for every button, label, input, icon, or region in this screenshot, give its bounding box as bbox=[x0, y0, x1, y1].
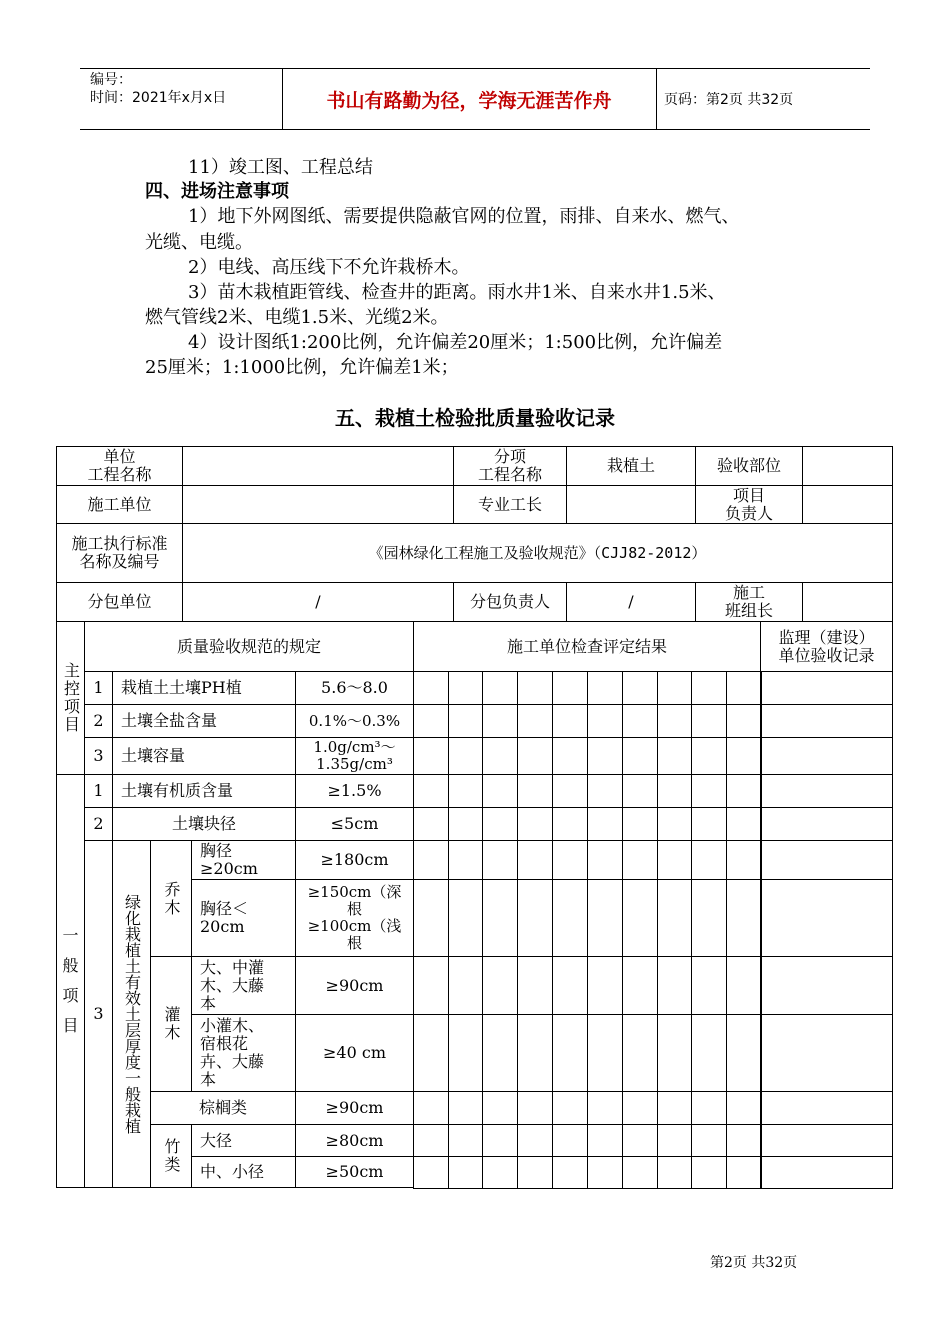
check-cell[interactable] bbox=[726, 1156, 762, 1189]
main-item-no: 2 bbox=[84, 704, 113, 738]
body-line: 光缆、电缆。 bbox=[145, 232, 253, 253]
main-control-label: 主控项目 bbox=[56, 621, 85, 775]
check-cell[interactable] bbox=[657, 879, 692, 957]
gen3-label: 绿化栽植土有效土层厚度一般栽植 bbox=[112, 840, 151, 1188]
check-cell[interactable] bbox=[587, 774, 623, 808]
body-line: 3）苗木栽植距管线、检查井的距离。雨水井1米、自来水井1.5米、 bbox=[188, 282, 726, 303]
supervisor-cell[interactable] bbox=[760, 671, 893, 705]
check-cell[interactable] bbox=[413, 1124, 449, 1157]
project-leader-label: 项目 负责人 bbox=[695, 485, 803, 524]
check-cell[interactable] bbox=[587, 1091, 623, 1125]
main-item-value: 1.0g/cm³～ 1.35g/cm³ bbox=[295, 737, 414, 775]
page-header bbox=[80, 68, 870, 130]
check-cell[interactable] bbox=[517, 1014, 553, 1092]
check-cell[interactable] bbox=[517, 704, 553, 738]
check-cell[interactable] bbox=[448, 879, 483, 957]
tree-row-name: 胸径 ≥20cm bbox=[191, 840, 296, 880]
check-cell[interactable] bbox=[657, 1156, 692, 1189]
check-cell[interactable] bbox=[622, 671, 658, 705]
main-item-no: 3 bbox=[84, 737, 113, 775]
check-cell[interactable] bbox=[726, 879, 762, 957]
subitem-name-label: 分项 工程名称 bbox=[453, 446, 567, 486]
check-cell[interactable] bbox=[726, 1014, 762, 1092]
bamboo-label: 竹类 bbox=[150, 1124, 192, 1188]
section-title: 四、进场注意事项 bbox=[145, 181, 289, 202]
check-cell[interactable] bbox=[517, 879, 553, 957]
supervisor-cell[interactable] bbox=[760, 956, 893, 1015]
supervisor-cell[interactable] bbox=[760, 879, 893, 957]
gen-item-name: 土壤块径 bbox=[112, 807, 296, 841]
check-cell[interactable] bbox=[657, 737, 692, 775]
accept-part-value[interactable] bbox=[802, 446, 893, 486]
main-item-name: 土壤容量 bbox=[112, 737, 296, 775]
team-leader-label: 施工 班组长 bbox=[695, 582, 803, 622]
check-cell[interactable] bbox=[587, 671, 623, 705]
check-cell[interactable] bbox=[517, 807, 553, 841]
header-motto: 书山有路勤为径，学海无涯苦作舟 bbox=[326, 89, 612, 112]
check-cell[interactable] bbox=[517, 1124, 553, 1157]
table-title: 五、栽植土检验批质量验收记录 bbox=[335, 406, 615, 430]
check-cell[interactable] bbox=[448, 671, 483, 705]
check-cell[interactable] bbox=[657, 1091, 692, 1125]
supervisor-cell[interactable] bbox=[760, 807, 893, 841]
check-cell[interactable] bbox=[413, 807, 449, 841]
check-cell[interactable] bbox=[587, 1124, 623, 1157]
check-cell[interactable] bbox=[622, 840, 658, 880]
check-cell[interactable] bbox=[448, 774, 483, 808]
supervisor-cell[interactable] bbox=[760, 1091, 893, 1125]
check-cell[interactable] bbox=[413, 704, 449, 738]
main-item-name: 土壤全盐含量 bbox=[112, 704, 296, 738]
sub-leader-value: / bbox=[566, 582, 696, 622]
body-line: 11）竣工图、工程总结 bbox=[188, 157, 373, 178]
check-cell[interactable] bbox=[482, 704, 518, 738]
check-cell[interactable] bbox=[691, 774, 727, 808]
supervisor-cell[interactable] bbox=[760, 1014, 893, 1092]
check-cell[interactable] bbox=[517, 1091, 553, 1125]
check-cell[interactable] bbox=[517, 671, 553, 705]
check-cell[interactable] bbox=[413, 1014, 449, 1092]
tree-row-name: 胸径＜ 20cm bbox=[191, 879, 296, 957]
check-cell[interactable] bbox=[657, 840, 692, 880]
construction-unit-label: 施工单位 bbox=[56, 485, 183, 524]
check-cell[interactable] bbox=[552, 671, 588, 705]
main-item-no: 1 bbox=[84, 671, 113, 705]
check-cell[interactable] bbox=[482, 1091, 518, 1125]
check-cell[interactable] bbox=[691, 671, 727, 705]
check-cell[interactable] bbox=[482, 840, 518, 880]
gen-item-no: 3 bbox=[84, 840, 113, 1188]
check-cell[interactable] bbox=[587, 879, 623, 957]
body-line: 2）电线、高压线下不允许栽桥木。 bbox=[188, 257, 470, 278]
check-cell[interactable] bbox=[413, 1091, 449, 1125]
check-cell[interactable] bbox=[448, 840, 483, 880]
main-item-name: 栽植土土壤PH植 bbox=[112, 671, 296, 705]
spec-header: 质量验收规范的规定 bbox=[84, 621, 414, 672]
check-cell[interactable] bbox=[657, 1014, 692, 1092]
check-cell[interactable] bbox=[482, 737, 518, 775]
check-cell[interactable] bbox=[517, 956, 553, 1015]
check-cell[interactable] bbox=[413, 774, 449, 808]
check-cell[interactable] bbox=[691, 840, 727, 880]
check-cell[interactable] bbox=[691, 956, 727, 1015]
check-cell[interactable] bbox=[448, 1091, 483, 1125]
check-cell[interactable] bbox=[726, 704, 762, 738]
check-cell[interactable] bbox=[552, 1124, 588, 1157]
check-cell[interactable] bbox=[691, 737, 727, 775]
check-cell[interactable] bbox=[448, 737, 483, 775]
check-cell[interactable] bbox=[552, 737, 588, 775]
check-cell[interactable] bbox=[691, 1014, 727, 1092]
foreman-label: 专业工长 bbox=[453, 485, 567, 524]
supervisor-cell[interactable] bbox=[760, 774, 893, 808]
shrub-label: 灌木 bbox=[150, 956, 192, 1092]
construction-unit-value[interactable] bbox=[182, 485, 454, 524]
check-cell[interactable] bbox=[726, 1124, 762, 1157]
check-cell[interactable] bbox=[622, 1124, 658, 1157]
check-cell[interactable] bbox=[448, 956, 483, 1015]
check-cell[interactable] bbox=[552, 1156, 588, 1189]
check-cell[interactable] bbox=[517, 840, 553, 880]
supervisor-cell[interactable] bbox=[760, 704, 893, 738]
check-cell[interactable] bbox=[726, 671, 762, 705]
check-cell[interactable] bbox=[622, 704, 658, 738]
tree-row-value: ≥180cm bbox=[295, 840, 414, 880]
check-cell[interactable] bbox=[587, 737, 623, 775]
check-cell[interactable] bbox=[726, 956, 762, 1015]
check-cell[interactable] bbox=[552, 774, 588, 808]
check-cell[interactable] bbox=[726, 807, 762, 841]
check-cell[interactable] bbox=[552, 879, 588, 957]
shrub-row-name: 大、中灌 木、大藤 本 bbox=[191, 956, 296, 1015]
check-cell[interactable] bbox=[517, 737, 553, 775]
supervisor-header: 监理（建设） 单位验收记录 bbox=[760, 621, 893, 672]
check-cell[interactable] bbox=[517, 1156, 553, 1189]
check-cell[interactable] bbox=[413, 1156, 449, 1189]
check-cell[interactable] bbox=[657, 1124, 692, 1157]
body-line: 25厘米；1:1000比例，允许偏差1米； bbox=[145, 357, 459, 378]
check-cell[interactable] bbox=[657, 704, 692, 738]
check-cell[interactable] bbox=[448, 807, 483, 841]
palm-name: 棕榈类 bbox=[150, 1091, 296, 1125]
subitem-name-value: 栽植土 bbox=[566, 446, 696, 486]
bamboo-row-value: ≥80cm bbox=[295, 1124, 414, 1157]
check-cell[interactable] bbox=[691, 1091, 727, 1125]
check-cell[interactable] bbox=[482, 807, 518, 841]
check-cell[interactable] bbox=[726, 1091, 762, 1125]
check-cell[interactable] bbox=[587, 956, 623, 1015]
check-cell[interactable] bbox=[517, 774, 553, 808]
number-label: 编号： bbox=[90, 72, 132, 88]
check-cell[interactable] bbox=[657, 807, 692, 841]
check-cell[interactable] bbox=[552, 956, 588, 1015]
supervisor-cell[interactable] bbox=[760, 1156, 893, 1189]
gen-item-value: ≥1.5% bbox=[295, 774, 414, 808]
check-cell[interactable] bbox=[622, 807, 658, 841]
check-cell[interactable] bbox=[482, 1014, 518, 1092]
check-cell[interactable] bbox=[587, 840, 623, 880]
time-label: 时间：2021年x月x日 bbox=[90, 90, 227, 106]
bamboo-row-name: 大径 bbox=[191, 1124, 296, 1157]
page-footer: 第2页 共32页 bbox=[710, 1255, 798, 1271]
accept-part-label: 验收部位 bbox=[695, 446, 803, 486]
check-cell[interactable] bbox=[482, 671, 518, 705]
check-cell[interactable] bbox=[413, 879, 449, 957]
gen-item-no: 1 bbox=[84, 774, 113, 808]
check-cell[interactable] bbox=[657, 774, 692, 808]
check-cell[interactable] bbox=[587, 1156, 623, 1189]
check-cell[interactable] bbox=[691, 807, 727, 841]
check-cell[interactable] bbox=[691, 704, 727, 738]
check-cell[interactable] bbox=[622, 1091, 658, 1125]
shrub-row-value: ≥90cm bbox=[295, 956, 414, 1015]
foreman-value[interactable] bbox=[566, 485, 696, 524]
check-cell[interactable] bbox=[691, 1124, 727, 1157]
check-cell[interactable] bbox=[482, 1124, 518, 1157]
check-cell[interactable] bbox=[448, 1156, 483, 1189]
main-item-value: 0.1%～0.3% bbox=[295, 704, 414, 738]
check-cell[interactable] bbox=[413, 671, 449, 705]
supervisor-cell[interactable] bbox=[760, 1124, 893, 1157]
body-line: 燃气管线2米、电缆1.5米、光缆2米。 bbox=[145, 307, 449, 328]
body-line: 4）设计图纸1:200比例，允许偏差20厘米；1:500比例，允许偏差 bbox=[188, 332, 723, 353]
main-item-value: 5.6～8.0 bbox=[295, 671, 414, 705]
check-cell[interactable] bbox=[448, 1124, 483, 1157]
shrub-row-value: ≥40 cm bbox=[295, 1014, 414, 1092]
check-cell[interactable] bbox=[552, 1091, 588, 1125]
check-cell[interactable] bbox=[657, 671, 692, 705]
header-divider bbox=[656, 69, 657, 129]
tree-row-value: ≥150cm（深 根 ≥100cm（浅 根 bbox=[295, 879, 414, 957]
gen-item-name: 土壤有机质含量 bbox=[112, 774, 296, 808]
check-cell[interactable] bbox=[622, 1156, 658, 1189]
check-cell[interactable] bbox=[691, 1156, 727, 1189]
check-cell[interactable] bbox=[482, 956, 518, 1015]
header-meta bbox=[90, 71, 226, 107]
check-cell[interactable] bbox=[552, 840, 588, 880]
tree-label: 乔木 bbox=[150, 840, 192, 957]
check-cell[interactable] bbox=[587, 704, 623, 738]
check-cell[interactable] bbox=[622, 1014, 658, 1092]
header-page-number: 页码：第2页 共32页 bbox=[664, 92, 794, 108]
bamboo-row-name: 中、小径 bbox=[191, 1156, 296, 1188]
shrub-row-name: 小灌木、 宿根花 卉、大藤 本 bbox=[191, 1014, 296, 1092]
gen-item-no: 2 bbox=[84, 807, 113, 841]
check-cell[interactable] bbox=[587, 807, 623, 841]
subcontractor-label: 分包单位 bbox=[56, 582, 183, 622]
check-cell[interactable] bbox=[622, 956, 658, 1015]
check-cell[interactable] bbox=[413, 840, 449, 880]
palm-value: ≥90cm bbox=[295, 1091, 414, 1125]
gen-item-value: ≤5cm bbox=[295, 807, 414, 841]
check-cell[interactable] bbox=[622, 879, 658, 957]
standard-value: 《园林绿化工程施工及验收规范》（CJJ82-2012） bbox=[182, 523, 893, 583]
check-cell[interactable] bbox=[482, 774, 518, 808]
body-line: 1）地下外网图纸、需要提供隐蔽官网的位置，雨排、自来水、燃气、 bbox=[188, 206, 740, 227]
check-cell[interactable] bbox=[657, 956, 692, 1015]
check-cell[interactable] bbox=[622, 774, 658, 808]
check-cell[interactable] bbox=[482, 879, 518, 957]
check-cell[interactable] bbox=[622, 737, 658, 775]
check-cell[interactable] bbox=[726, 774, 762, 808]
check-cell[interactable] bbox=[726, 840, 762, 880]
check-cell[interactable] bbox=[413, 956, 449, 1015]
sub-leader-label: 分包负责人 bbox=[453, 582, 567, 622]
subcontractor-value: / bbox=[182, 582, 454, 622]
check-cell[interactable] bbox=[726, 737, 762, 775]
team-leader-value[interactable] bbox=[802, 582, 893, 622]
check-cell[interactable] bbox=[482, 1156, 518, 1189]
bamboo-row-value: ≥50cm bbox=[295, 1156, 414, 1188]
check-header: 施工单位检查评定结果 bbox=[413, 621, 761, 672]
supervisor-cell[interactable] bbox=[760, 840, 893, 880]
supervisor-cell[interactable] bbox=[760, 737, 893, 775]
project-leader-value[interactable] bbox=[802, 485, 893, 524]
unit-name-value[interactable] bbox=[182, 446, 454, 486]
check-cell[interactable] bbox=[552, 1014, 588, 1092]
standard-label: 施工执行标准名称及编号 bbox=[56, 523, 183, 583]
check-cell[interactable] bbox=[448, 1014, 483, 1092]
check-cell[interactable] bbox=[691, 879, 727, 957]
check-cell[interactable] bbox=[587, 1014, 623, 1092]
unit-name-label: 单位 工程名称 bbox=[56, 446, 183, 486]
check-cell[interactable] bbox=[552, 704, 588, 738]
check-cell[interactable] bbox=[448, 704, 483, 738]
general-label: 一 般 项 目 bbox=[56, 774, 85, 1188]
check-cell[interactable] bbox=[413, 737, 449, 775]
check-cell[interactable] bbox=[552, 807, 588, 841]
